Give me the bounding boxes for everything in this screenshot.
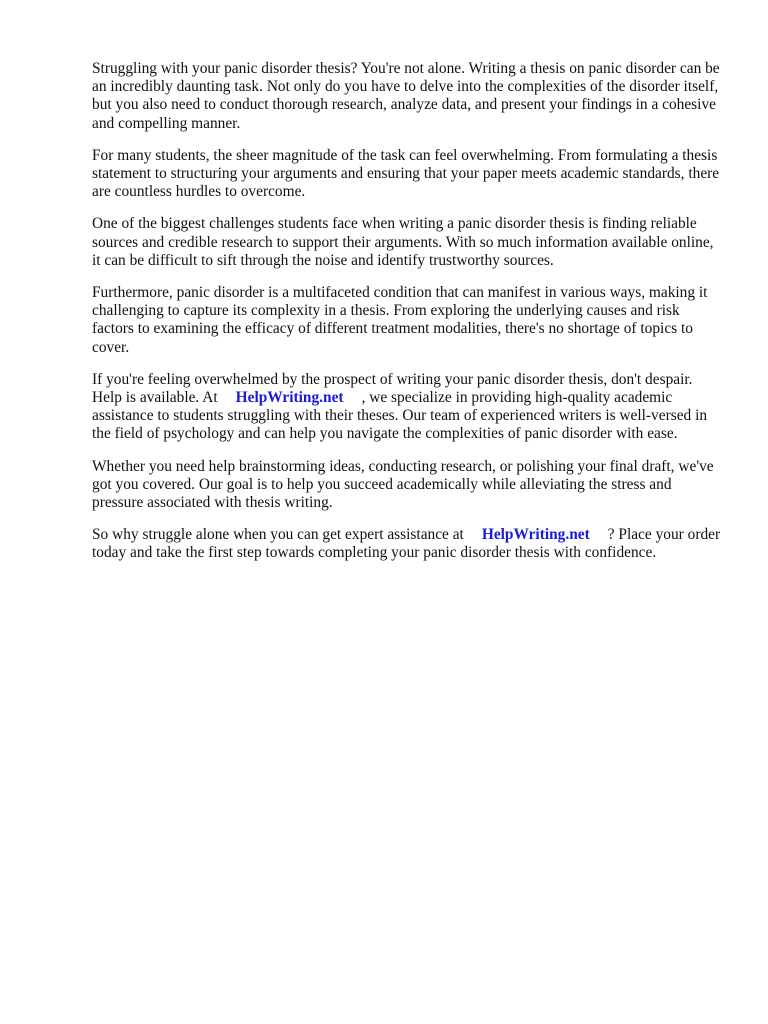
paragraph-closing (92, 526, 724, 562)
closing-text-after: ? Place your order today and take the first step towards completing your panic disorder thesis with confidence. (92, 526, 721, 562)
closing-text-before: So why struggle alone when you can get expert assistance at (92, 526, 464, 544)
helpwriting-link[interactable]: HelpWriting.net (235, 389, 344, 407)
help-text-after: , we specialize in providing high-quality academic assistance to students struggling with their theses. Our team of experienced writers is well-versed in the field of psychology and can help you navigate the complexities of panic disorder with ease. (92, 389, 708, 443)
paragraph-complexity: Furthermore, panic disorder is a multifaceted condition that can manifest in various ways, making it challenging to capture its complexity in a thesis. From exploring the underlying causes and risk factors to examining the efficacy of different treatment modalities, there's no shortage of topics to cover. (92, 284, 708, 356)
paragraph-intro: Struggling with your panic disorder thesis? You're not alone. Writing a thesis on panic disorder can be an incredibly daunting task. Not only do you have to delve into the complexities of the disorder itself, but you also need to conduct thorough research, analyze data, and present your findings in a cohesive and compelling manner. (92, 60, 720, 132)
helpwriting-link-closing[interactable]: HelpWriting.net (481, 526, 590, 544)
paragraph-overwhelming: For many students, the sheer magnitude of the task can feel overwhelming. From formulating a thesis statement to structuring your arguments and ensuring that your paper meets academic standards, there are countless hurdles to overcome. (92, 146, 720, 201)
paragraph-help (92, 371, 724, 444)
help-text-before: If you're feeling overwhelmed by the prospect of writing your panic disorder thesis, don't despair. Help is available. At (92, 370, 693, 407)
paragraph-sources: One of the biggest challenges students face when writing a panic disorder thesis is finding reliable sources and credible research to support their arguments. With so much information available online, it can be difficult to sift through the noise and identify trustworthy sources. (92, 215, 714, 269)
document-page (92, 60, 724, 577)
paragraph-support: Whether you need help brainstorming ideas, conducting research, or polishing your final draft, we've got you covered. Our goal is to help you succeed academically while alleviating the stress and pressure associated with thesis writing. (92, 457, 714, 512)
